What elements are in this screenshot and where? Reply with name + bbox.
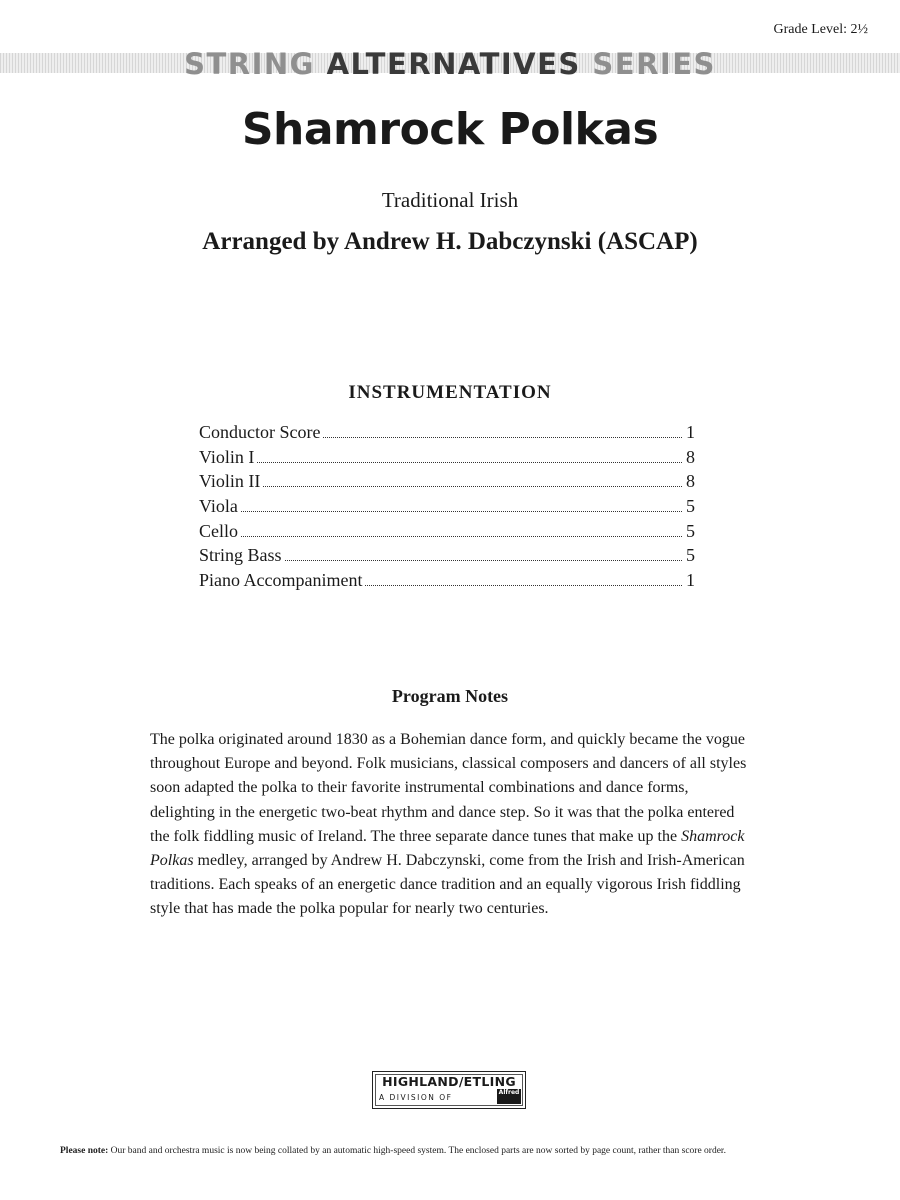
footer-label: Please note: — [60, 1146, 109, 1156]
instrument-name: Conductor Score — [199, 422, 321, 442]
instrumentation-row — [199, 570, 695, 595]
instrument-name: Cello — [199, 520, 238, 541]
instrument-count: 5 — [686, 520, 695, 541]
program-notes-heading: Program Notes — [391, 686, 509, 706]
footer-note — [60, 1146, 850, 1156]
publisher-logo — [372, 1071, 526, 1109]
instrumentation-heading: INSTRUMENTATION — [348, 382, 552, 403]
instrumentation-row — [199, 422, 695, 447]
grade-level: Grade Level: 2½ — [773, 22, 868, 37]
program-notes-part2: medley, arranged by Andrew H. Dabczynski, come from the Irish and Irish-American traditions. Each speaks of an energetic dance tradition and an equally vigorous Irish fiddling style that has made the polka popular for nearly two centuries. — [150, 852, 745, 918]
leader-dots — [241, 511, 682, 512]
program-notes-text — [150, 728, 750, 922]
series-word-alternatives: ALTERNATIVES — [326, 47, 581, 81]
arranger-credit: Arranged by Andrew H. Dabczynski (ASCAP) — [202, 228, 698, 255]
footer-text: Our band and orchestra music is now being collated by an automatic high-speed system. The enclosed parts are now sorted by page count, rather than score order. — [108, 1146, 726, 1156]
instrument-count: 1 — [686, 422, 695, 442]
instrument-count: 5 — [686, 496, 695, 517]
leader-dots — [257, 462, 682, 463]
leader-dots — [241, 536, 682, 537]
instrument-count: 5 — [686, 545, 695, 566]
series-word-string: STRING — [184, 47, 315, 81]
instrumentation-row — [199, 447, 695, 472]
instrument-count: 1 — [686, 570, 695, 591]
instrument-name: Viola — [199, 496, 238, 517]
instrumentation-list — [199, 422, 695, 595]
leader-dots — [285, 560, 682, 561]
alfred-logo-icon: Alfred — [497, 1089, 521, 1104]
instrument-name: Violin II — [199, 471, 261, 492]
leader-dots — [263, 486, 682, 487]
instrument-name: String Bass — [199, 545, 282, 566]
program-notes-part1: The polka originated around 1830 as a Bohemian dance form, and quickly became the vogue throughout Europe and beyond. Folk musicians, classical composers and dancers of all styles soon adapted the polka to their favorite instrumental combinations and dance forms, delighting in the energetic two-beat rhythm and dance step. So it was that the polka entered the folk fiddling music of Ireland. The three separate dance tunes that make up the — [150, 731, 747, 845]
leader-dots — [323, 437, 682, 438]
series-banner — [0, 44, 900, 84]
program-notes-title-italic: Shamrock Polkas — [150, 827, 745, 870]
publisher-division: A DIVISION OF — [379, 1093, 453, 1102]
instrument-count: 8 — [686, 471, 695, 492]
series-word-series: SERIES — [592, 47, 716, 81]
page-title: Shamrock Polkas — [241, 104, 659, 155]
instrument-name: Violin I — [199, 446, 255, 467]
leader-dots — [365, 585, 682, 586]
instrumentation-row — [199, 496, 695, 521]
publisher-name: HIGHLAND/ETLING — [382, 1074, 516, 1089]
instrumentation-row — [199, 521, 695, 546]
instrumentation-row — [199, 471, 695, 496]
instrument-count: 8 — [686, 446, 695, 467]
instrument-name: Piano Accompaniment — [199, 570, 363, 591]
subtitle: Traditional Irish — [381, 188, 519, 212]
instrumentation-row — [199, 545, 695, 570]
